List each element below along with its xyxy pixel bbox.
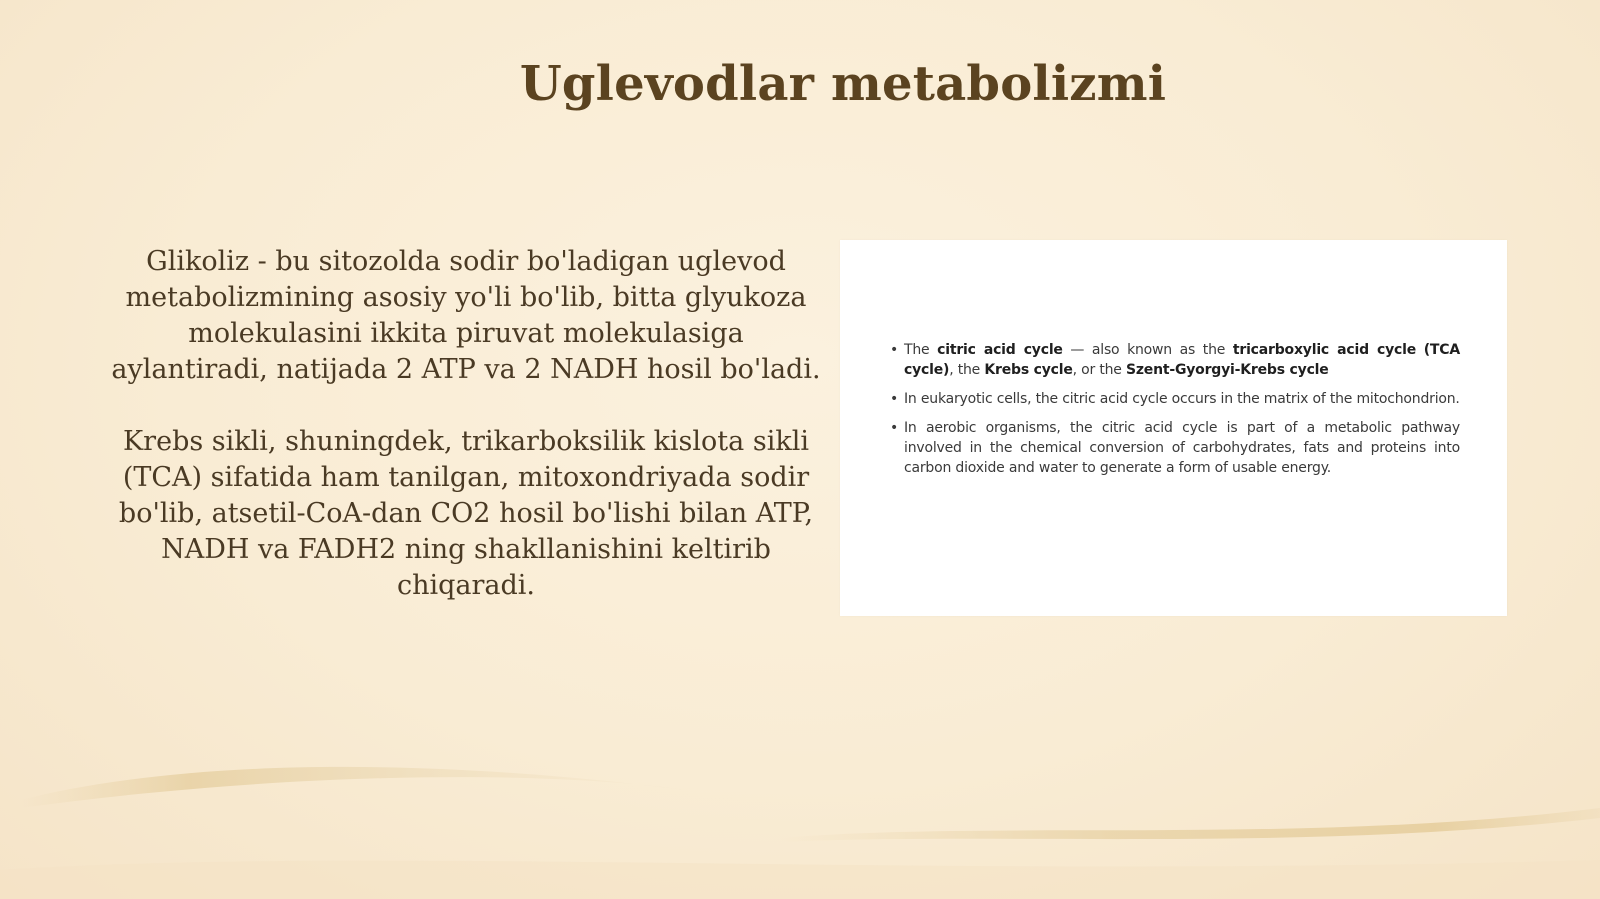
paragraph-krebs-cycle: Krebs sikli, shuningdek, trikarboksilik kislota sikli (TCA) sifatida ham tanilgan, mitoxondriyada sodir bo'lib, atsetil-CoA-dan CO2 hosil bo'lishi bilan ATP, NADH va FADH2 ning shakllanishini keltirib chiqaradi. [118,426,814,601]
bullet-dot: • [890,342,899,358]
bullet-bold-term: tricarboxylic acid cycle [1232,342,1417,358]
slide-body [106,244,826,604]
bullet-bold-term: (TCA cycle) [904,342,1460,378]
bullet-text: In aerobic organisms, the citric acid cycle is part of a metabolic pathway involved in the chemical conversion of carbohydrates, fats and proteins into carbon dioxide and water to generate a form of usable energy. [904,420,1460,476]
bullet-text [1416,342,1424,358]
image-bullet-item [890,340,1460,380]
slide-title: Uglevodlar metabolizmi [519,56,1167,112]
bullet-bold-term: citric acid cycle [937,342,1063,358]
paragraph-glycolysis: Glikoliz - bu sitozolda sodir bo'ladigan uglevod metabolizmining asosiy yo'li bo'lib, bitta glyukoza molekulasini ikkita piruvat molekulasiga aylantiradi, natijada 2 ATP va 2 NADH hosil bo'ladi. [111,246,821,385]
bullet-bold-term: Szent-Gyorgyi-Krebs cycle [1125,362,1329,378]
bullet-text: The [904,342,938,358]
image-bullet-list [890,340,1460,487]
bullet-dot: • [890,391,899,407]
bullet-text: — also known as the [1062,342,1233,358]
bullet-text: , or the [1072,362,1126,378]
image-bullet-item [890,418,1460,478]
bullet-text: In eukaryotic cells, the citric acid cycle occurs in the matrix of the mitochondrion. [904,391,1460,407]
bullet-text: , the [949,362,985,378]
bullet-bold-term: Krebs cycle [984,362,1073,378]
image-bullet-item [890,389,1460,409]
citric-acid-cycle-image [840,240,1507,616]
bullet-dot: • [890,420,899,436]
